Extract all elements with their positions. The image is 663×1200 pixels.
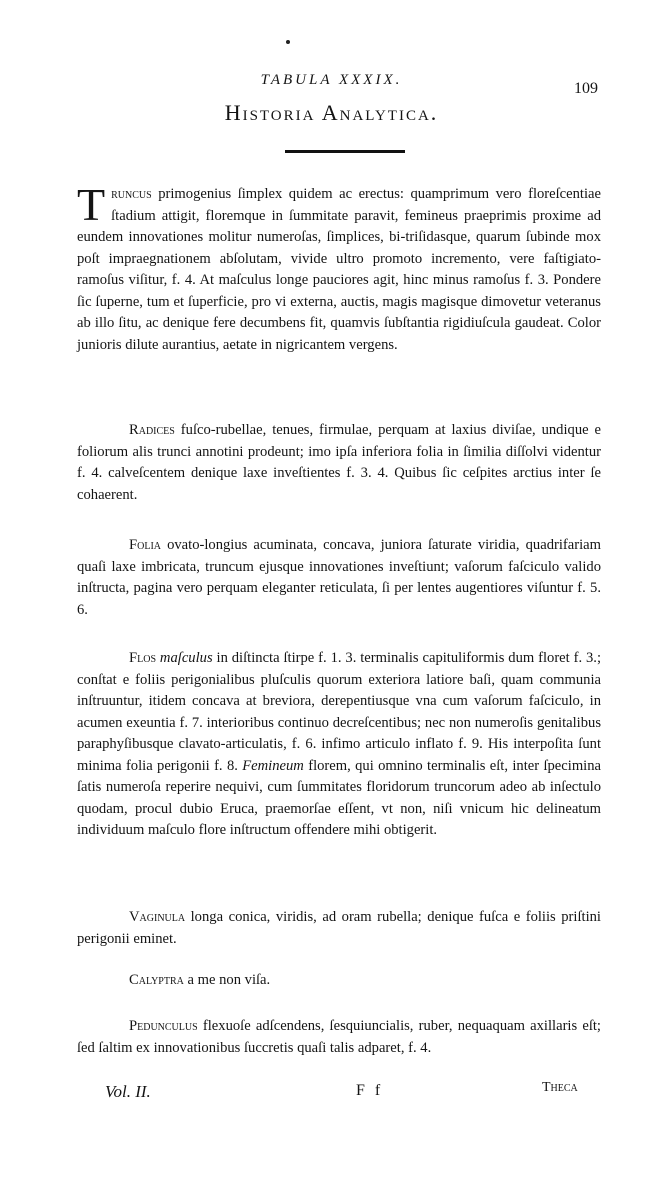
paragraph-calyptra: [77, 970, 601, 992]
paragraph-radices: [77, 420, 601, 506]
paragraph-vaginula: [77, 907, 601, 950]
lead-word: Folia: [129, 537, 161, 553]
lead-word: runcus: [111, 186, 152, 202]
paragraph-text: florem, qui omnino terminalis eſt, inter ſpecimina ſatis numeroſa reperire nequivi, cum ſummitates floridorum truncorum adeo ab inſectulo quodam, procul dubio Eruca, praemorſae eſſent, vt non, niſi vnicum hic delineatum individuum maſculo flore inſtructum offendere mihi obtigerit.: [77, 757, 602, 838]
printer-dot: [286, 40, 290, 44]
section-title: Historia Analytica.: [224, 100, 439, 125]
volume-label: Vol. II.: [105, 1082, 151, 1101]
signature-mark: F f: [356, 1082, 384, 1099]
paragraph-text: primogenius ſimplex quidem ac erectus: quamprimum vero floreſcentiae ſtadium attigit, floremque in ſummitate paravit, femineus praeprimis proxime ad eundem innovationes molitur numeroſas, ſimplices, bi-triſidasque, quarum ſubinde mox poſt impraegnationem abſolutam, vivide ultro promoto incremento, vere faſtigiato-ramoſus viſitur, f. 4. At maſculus longe pauciores agit, hinc minus ramoſus f. 3. Pondere ſic ſuperne, tum et ſuperficie, pro vi externa, auctis, magis magisque dimovetur veteranus ab illo ſitu, ac denique fere decumbens fit, quamvis ſubſtantia rigidiuſcula gaudeat. Color junioris dilute aurantius, aetate in nigricantem vergens.: [77, 186, 601, 353]
paragraph-flos: [77, 648, 601, 842]
paragraph-text: flexuoſe adſcendens, ſesquiuncialis, ruber, nequaquam axillaris eſt; ſed ſaltim ex innovationibus ſuccretis quaſi talis adparet, f. 4.: [77, 1018, 601, 1056]
paragraph-text: ovato-longius acuminata, concava, juniora ſaturate viridia, quadrifariam quaſi laxe imbricata, truncum ejusque innovationes inveſtiunt; vaſorum faſciculo valido inſtructa, pagina vero perquam eleganter reticulata, ſi per lentes augentiores viſuntur f. 5. 6.: [77, 537, 601, 618]
paragraph-truncus: [77, 179, 601, 356]
lead-word: Flos: [129, 650, 157, 666]
lead-word: Radices: [129, 422, 175, 438]
paragraph-text: longa conica, viridis, ad oram rubella; denique fuſca e foliis priſtini perigonii eminet.: [77, 909, 601, 947]
lead-word: Vaginula: [129, 909, 186, 925]
lead-word: Calyptra: [129, 972, 184, 988]
paragraph-text: a me non viſa.: [183, 972, 271, 988]
catchword: Theca: [542, 1080, 578, 1095]
italic-term: maſculus: [159, 650, 213, 666]
page-number: 109: [574, 80, 598, 97]
plate-title: TABULA XXXIX.: [260, 72, 403, 88]
italic-term: Femineum: [242, 757, 304, 774]
title-rule: [285, 150, 405, 153]
drop-cap: T: [77, 179, 106, 230]
paragraph-folia: [77, 535, 601, 621]
paragraph-pedunculus: [77, 1016, 601, 1059]
paragraph-text: fuſco-rubellae, tenues, firmulae, perquam at laxius diviſae, undique e foliorum alis trunci annotini prodeunt; imo ipſa inferiora folia in ſimilia diſſolvi videntur f. 4. calveſcentem denique laxe inveſtientes f. 3. 4. Quibus ſic ceſpites arctius inter ſe cohaerent.: [77, 422, 601, 503]
paragraph-text: in diſtincta ſtirpe f. 1. 3. terminalis capituliformis dum floret f. 3.; conſtat e foliis perigonialibus pluſculis quorum exteriora latiore baſi, quam communia inſtruuntur, itidem concava at breviora, derepentiusque vna cum vaſorum faſciculo, in acumen exeuntia f. 7. interioribus continuo decreſcentibus; nec non numeroſis genitalibus paraphyſibusque clavato-articulatis, f. 6. infimo articulo inflato f. 9. His interpoſita ſunt minima folia perigonii f. 8.: [77, 650, 602, 774]
lead-word: Pedunculus: [129, 1018, 198, 1034]
